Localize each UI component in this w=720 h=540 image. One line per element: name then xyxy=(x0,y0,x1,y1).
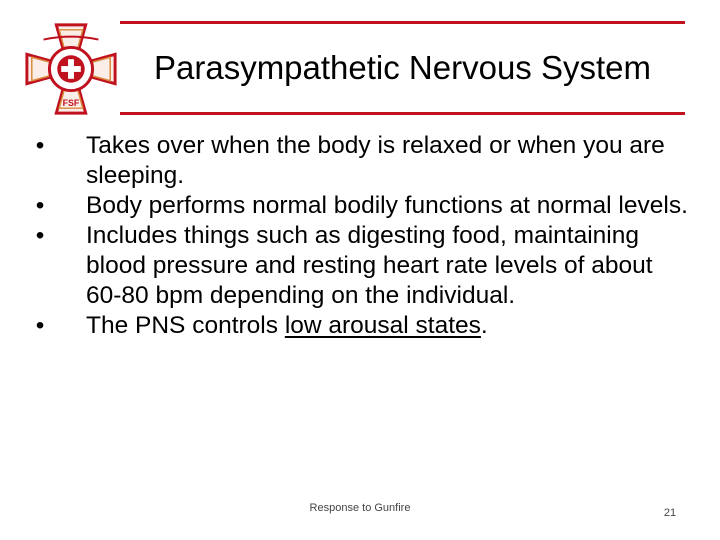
slide-title: Parasympathetic Nervous System xyxy=(153,49,651,86)
page-number: 21 xyxy=(663,507,677,519)
bullet-item xyxy=(30,131,690,191)
bullet-text: Body performs normal bodily functions at normal levels. xyxy=(86,192,688,219)
bullet-text-suffix: . xyxy=(480,312,488,339)
bullet-icon: • xyxy=(35,312,45,339)
bullet-list xyxy=(30,131,690,341)
underlined-phrase: low arousal states xyxy=(284,312,481,339)
bullet-icon: • xyxy=(35,222,45,249)
title-rule-top xyxy=(120,21,685,24)
bullet-text: Takes over when the body is relaxed or when you are sleeping. xyxy=(86,132,665,189)
bullet-icon: • xyxy=(35,132,45,159)
bullet-item xyxy=(30,311,690,341)
footer-text: Response to Gunfire xyxy=(309,502,411,514)
logo-text: FSF xyxy=(62,98,80,109)
bullet-item xyxy=(30,191,690,221)
bullet-text: Includes things such as digesting food, maintaining blood pressure and resting heart rate levels of about 60-80 bpm depending on the individual. xyxy=(86,222,653,309)
title-rule-bottom xyxy=(120,112,685,115)
maltese-cross-logo-icon xyxy=(22,20,120,118)
bullet-text-prefix: The PNS controls xyxy=(86,312,285,339)
bullet-item xyxy=(30,221,690,311)
bullet-icon: • xyxy=(35,192,45,219)
